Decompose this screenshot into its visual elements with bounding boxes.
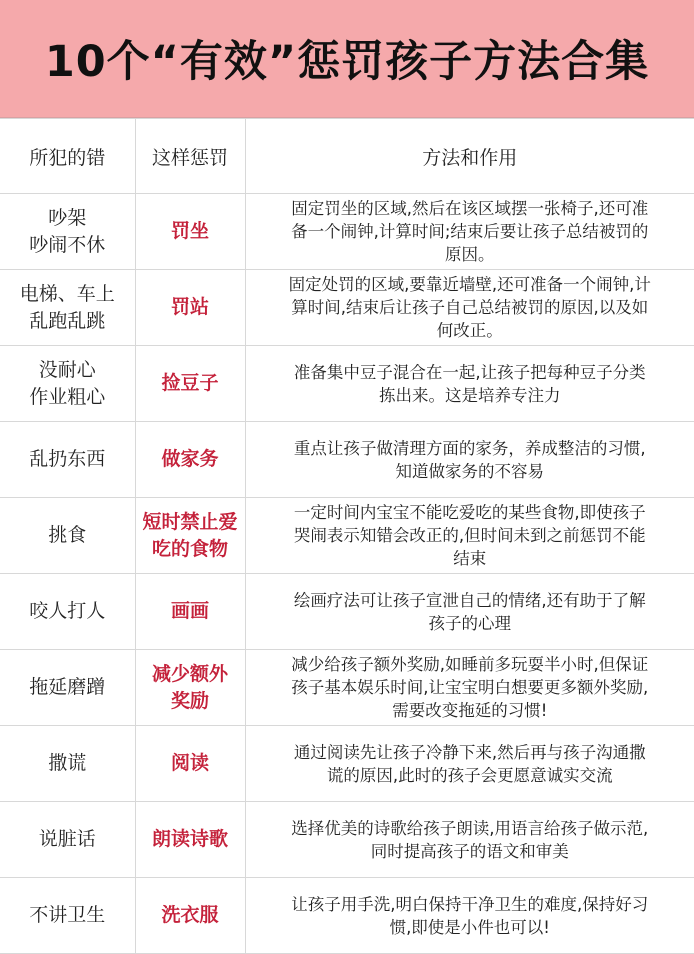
error-cell-line: 不讲卫生	[29, 904, 106, 926]
method-cell-line: 孩子基本娱乐时间,让宝宝明白想要更多额外奖励,	[291, 678, 649, 697]
method-cell-line: 惯,即使是小件也可以!	[389, 917, 550, 937]
punishment-cell-line: 洗衣服	[161, 904, 219, 926]
table-row	[0, 650, 694, 726]
title-banner	[0, 0, 694, 118]
error-cell-line: 吵架	[48, 206, 87, 229]
punishment-cell	[135, 802, 245, 878]
method-cell-line: 孩子的心理	[428, 613, 511, 633]
punishment-cell	[135, 574, 245, 650]
method-cell-line: 哭闹表示知错会改正的,但时间未到之前惩罚不能	[293, 526, 646, 545]
column-header-error: 所犯的错	[0, 119, 135, 194]
method-cell	[245, 194, 694, 270]
method-cell-line: 算时间,结束后让孩子自己总结被罚的原因,以及如	[291, 298, 649, 317]
punishment-cell	[135, 726, 245, 802]
error-cell	[0, 498, 135, 574]
error-cell-line: 乱扔东西	[29, 448, 106, 470]
error-cell	[0, 422, 135, 498]
punishment-cell	[135, 194, 245, 270]
error-cell	[0, 802, 135, 878]
method-cell	[245, 802, 694, 878]
method-cell-line: 一定时间内宝宝不能吃爱吃的某些食物,即使孩子	[293, 503, 646, 522]
method-cell-line: 备一个闹钟,计算时间;结束后要让孩子总结被罚的	[291, 222, 649, 241]
method-cell-line: 重点让孩子做清理方面的家务，养成整洁的习惯,	[293, 438, 646, 458]
method-cell-line: 拣出来。这是培养专注力	[379, 385, 561, 405]
method-cell-line: 知道做家务的不容易	[395, 461, 544, 481]
punishment-cell-line: 短时禁止爱	[142, 510, 238, 533]
table-row	[0, 574, 694, 650]
table-row	[0, 878, 694, 954]
table-row	[0, 726, 694, 802]
method-cell	[245, 346, 694, 422]
punishment-cell	[135, 498, 245, 574]
error-cell	[0, 346, 135, 422]
method-cell-line: 同时提高孩子的语文和审美	[370, 841, 569, 861]
punishment-cell	[135, 650, 245, 726]
method-cell-line: 结束	[453, 549, 487, 568]
table-row	[0, 802, 694, 878]
method-cell-line: 固定处罚的区域,要靠近墙壁,还可准备一个闹钟,计	[288, 275, 651, 294]
punishment-cell-line: 做家务	[161, 448, 219, 470]
error-cell	[0, 270, 135, 346]
error-cell	[0, 194, 135, 270]
punishment-cell-line: 画画	[170, 600, 209, 622]
method-cell	[245, 726, 694, 802]
error-cell-line: 电梯、车上	[19, 282, 115, 305]
error-cell-line: 咬人打人	[29, 600, 106, 622]
error-cell	[0, 878, 135, 954]
method-cell-line: 何改正。	[436, 321, 503, 340]
punishment-cell	[135, 422, 245, 498]
punishment-cell	[135, 270, 245, 346]
error-cell-line: 挑食	[48, 524, 87, 546]
error-cell-line: 作业粗心	[29, 385, 106, 408]
column-header-punishment: 这样惩罚	[135, 119, 245, 194]
error-cell-line: 没耐心	[38, 358, 96, 381]
punishment-cell-line: 罚站	[170, 296, 209, 318]
method-cell-line: 选择优美的诗歌给孩子朗读,用语言给孩子做示范,	[291, 818, 649, 838]
method-cell-line: 减少给孩子额外奖励,如睡前多玩耍半小时,但保证	[291, 655, 649, 674]
table-row	[0, 422, 694, 498]
method-cell	[245, 270, 694, 346]
punishment-cell-line: 捡豆子	[161, 372, 219, 394]
error-cell	[0, 650, 135, 726]
method-cell-line: 原因。	[445, 245, 495, 264]
method-cell-line: 固定罚坐的区域,然后在该区域摆一张椅子,还可准	[291, 199, 649, 218]
method-cell-line: 准备集中豆子混合在一起,让孩子把每种豆子分类	[293, 362, 646, 382]
punishment-cell-line: 朗读诗歌	[151, 828, 228, 850]
punishment-cell-line: 罚坐	[170, 220, 209, 242]
punishment-cell-line: 吃的食物	[151, 537, 228, 560]
table-row	[0, 270, 694, 346]
method-cell-line: 通过阅读先让孩子冷静下来,然后再与孩子沟通撒	[293, 742, 646, 762]
error-cell-line: 说脏话	[38, 828, 96, 850]
error-cell-line: 拖延磨蹭	[29, 676, 106, 698]
method-cell	[245, 650, 694, 726]
page-title: 10个“有效”惩罚孩子方法合集	[44, 37, 650, 87]
table-header-row	[0, 119, 694, 194]
method-cell-line: 谎的原因,此时的孩子会更愿意诚实交流	[326, 765, 613, 785]
column-header-method: 方法和作用	[245, 119, 694, 194]
punishment-cell-line: 奖励	[170, 689, 209, 712]
method-cell-line: 绘画疗法可让孩子宣泄自己的情绪,还有助于了解	[293, 590, 646, 610]
method-cell-line: 需要改变拖延的习惯!	[392, 701, 548, 720]
method-cell	[245, 498, 694, 574]
method-cell	[245, 422, 694, 498]
punishment-cell-line: 减少额外	[151, 662, 228, 685]
table-row	[0, 194, 694, 270]
error-cell	[0, 726, 135, 802]
punishment-cell	[135, 346, 245, 422]
method-cell	[245, 878, 694, 954]
table-row	[0, 498, 694, 574]
table-row	[0, 346, 694, 422]
error-cell	[0, 574, 135, 650]
error-cell-line: 吵闹不休	[29, 233, 106, 256]
punishment-cell-line: 阅读	[170, 752, 209, 774]
punishment-table	[0, 118, 694, 954]
method-cell-line: 让孩子用手洗,明白保持干净卫生的难度,保持好习	[291, 894, 649, 914]
error-cell-line: 乱跑乱跳	[29, 309, 106, 332]
method-cell	[245, 574, 694, 650]
punishment-cell	[135, 878, 245, 954]
error-cell-line: 撒谎	[48, 752, 87, 774]
